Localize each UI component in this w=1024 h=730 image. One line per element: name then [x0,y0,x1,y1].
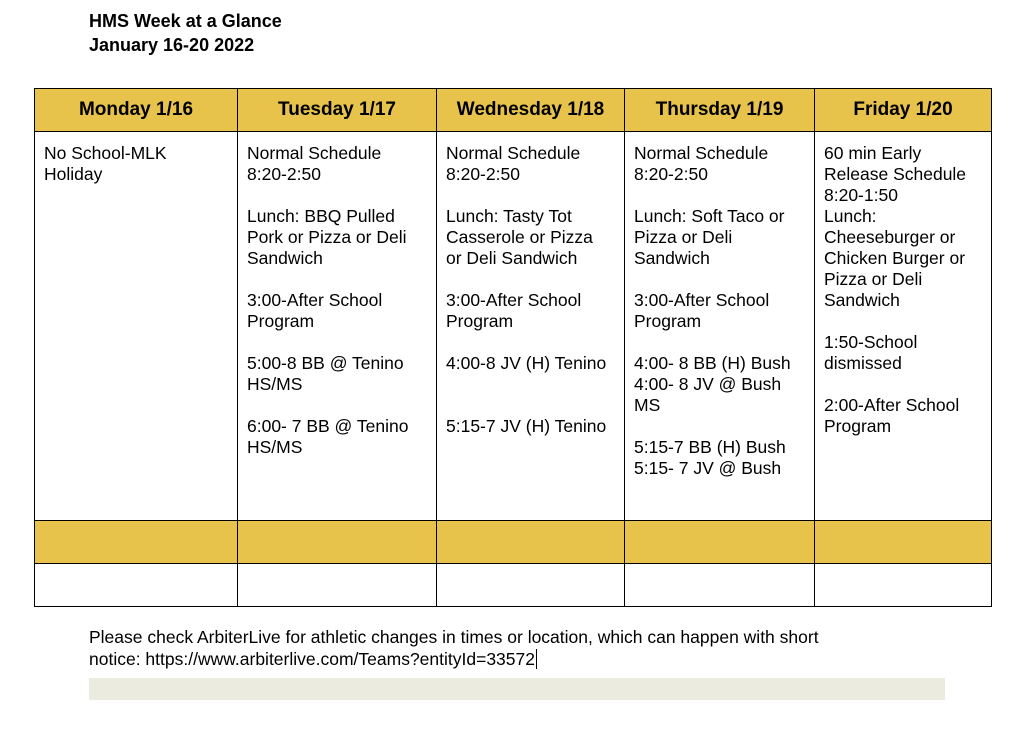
week-schedule-table [34,88,992,607]
block-gap [446,269,616,290]
block-gap [824,311,983,332]
schedule-line: 1:50-School [824,332,918,352]
empty-cell[interactable] [815,564,992,607]
empty-cell[interactable] [437,564,625,607]
header-wednesday: Wednesday 1/18 [437,89,625,132]
document-title: HMS Week at a Glance [89,11,282,31]
empty-row [35,564,992,607]
schedule-line: 8:20-2:50 [247,164,321,184]
band-cell[interactable] [238,521,437,564]
schedule-row [35,132,992,521]
schedule-line: 5:00-8 BB @ Tenino [247,353,404,373]
empty-cell[interactable] [238,564,437,607]
schedule-line: MS [634,395,661,415]
schedule-line: HS/MS [247,374,303,394]
schedule-line: Pizza or Deli [634,227,733,247]
schedule-line: dismissed [824,353,902,373]
schedule-line: 2:00-After School [824,395,960,415]
schedule-line: 4:00- 8 BB (H) Bush [634,353,791,373]
cell-thursday[interactable] [625,132,815,521]
block-gap [824,374,983,395]
document-dates: January 16-20 2022 [89,35,255,55]
block-gap [247,185,428,206]
schedule-line: Lunch: Soft Taco or [634,206,785,226]
schedule-line: 4:00-8 JV (H) Tenino [446,353,607,373]
note-line-2: notice: https://www.arbiterlive.com/Teams?entityId=33572 [89,649,535,669]
schedule-line: Sandwich [247,248,323,268]
athletics-note[interactable] [89,626,949,670]
schedule-line: 8:20-2:50 [446,164,520,184]
schedule-line: Cheeseburger or [824,227,956,247]
header-tuesday: Tuesday 1/17 [238,89,437,132]
block-gap [634,332,806,353]
header-thursday: Thursday 1/19 [625,89,815,132]
schedule-line: Casserole or Pizza [446,227,593,247]
schedule-line: 5:15-7 JV (H) Tenino [446,416,607,436]
band-cell[interactable] [35,521,238,564]
block-gap [446,332,616,353]
schedule-line: Normal Schedule [634,143,769,163]
schedule-line: 3:00-After School [634,290,770,310]
schedule-line: Sandwich [634,248,710,268]
block-gap [446,185,616,206]
schedule-line: 6:00- 7 BB @ Tenino [247,416,409,436]
schedule-line: 5:15- 7 JV @ Bush [634,458,782,478]
header-monday: Monday 1/16 [35,89,238,132]
schedule-line: Program [824,416,892,436]
schedule-line: 8:20-1:50 [824,185,898,205]
schedule-line: HS/MS [247,437,303,457]
schedule-line: 3:00-After School [247,290,383,310]
schedule-line: Pork or Pizza or Deli [247,227,407,247]
text-cursor [536,649,537,669]
empty-cell[interactable] [35,564,238,607]
schedule-line: Release Schedule [824,164,967,184]
schedule-line: Pizza or Deli [824,269,923,289]
schedule-line: 4:00- 8 JV @ Bush [634,374,782,394]
schedule-line: Normal Schedule [446,143,581,163]
schedule-line [446,374,616,395]
document-heading [89,9,282,57]
block-gap [634,416,806,437]
block-gap [247,332,428,353]
block-gap [446,395,616,416]
schedule-line: Lunch: [824,206,877,226]
schedule-line: 5:15-7 BB (H) Bush [634,437,786,457]
schedule-line: Chicken Burger or [824,248,966,268]
schedule-line: Lunch: BBQ Pulled [247,206,395,226]
cell-monday[interactable] [35,132,238,521]
table-header-row [35,89,992,132]
schedule-line: 8:20-2:50 [634,164,708,184]
block-gap [247,269,428,290]
band-cell[interactable] [815,521,992,564]
schedule-line: No School-MLK [44,143,167,163]
schedule-line: Sandwich [824,290,900,310]
schedule-line: Lunch: Tasty Tot [446,206,572,226]
header-friday: Friday 1/20 [815,89,992,132]
block-gap [247,395,428,416]
schedule-line: Program [247,311,315,331]
highlight-band-row [35,521,992,564]
cell-friday[interactable] [815,132,992,521]
cell-tuesday[interactable] [238,132,437,521]
block-gap [634,269,806,290]
highlight-bar [89,678,945,700]
schedule-line: Program [634,311,702,331]
band-cell[interactable] [625,521,815,564]
cell-wednesday[interactable] [437,132,625,521]
schedule-line: 60 min Early [824,143,922,163]
band-cell[interactable] [437,521,625,564]
block-gap [634,185,806,206]
schedule-line: Normal Schedule [247,143,382,163]
schedule-line: 3:00-After School [446,290,582,310]
empty-cell[interactable] [625,564,815,607]
note-line-1: Please check ArbiterLive for athletic changes in times or location, which can happen with short [89,627,819,647]
schedule-line: Program [446,311,514,331]
schedule-line: or Deli Sandwich [446,248,578,268]
schedule-line: Holiday [44,164,103,184]
